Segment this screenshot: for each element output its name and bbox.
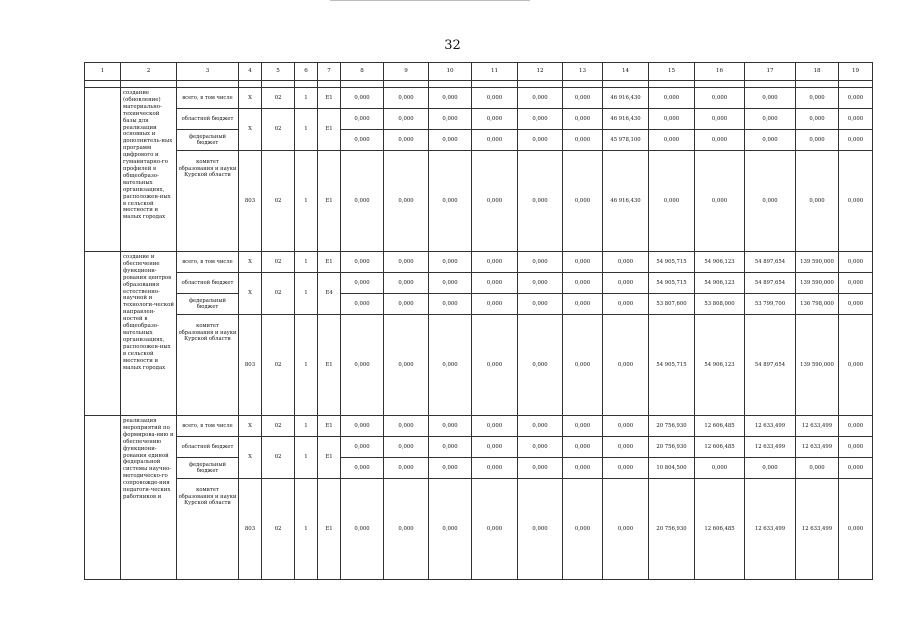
amount-cell: 0,000 [603, 294, 649, 315]
spacer-cell [295, 81, 318, 88]
amount-cell: 0,000 [839, 273, 873, 294]
column-header: 14 [603, 63, 649, 81]
spacer-cell [262, 81, 295, 88]
column-header: 18 [796, 63, 839, 81]
amount-cell: 0,000 [839, 151, 873, 252]
code-c5: 02 [262, 479, 295, 580]
amount-cell: 0,000 [472, 273, 518, 294]
amount-cell: 0,000 [695, 130, 745, 151]
row-label: областной бюджет [177, 109, 239, 130]
amount-cell: 0,000 [695, 458, 745, 479]
amount-cell: 0,000 [839, 437, 873, 458]
code-c5: 02 [262, 416, 295, 437]
amount-cell: 0,000 [429, 88, 472, 109]
amount-cell: 0,000 [563, 252, 603, 273]
amount-cell: 0,000 [603, 458, 649, 479]
row-label: федеральный бюджет [177, 130, 239, 151]
amount-cell: 0,000 [341, 109, 384, 130]
amount-cell: 46 916,430 [603, 109, 649, 130]
amount-cell: 12 633,499 [745, 479, 796, 580]
amount-cell: 46 916,430 [603, 151, 649, 252]
amount-cell: 20 756,930 [649, 416, 695, 437]
amount-cell: 0,000 [518, 273, 563, 294]
spacer-cell [429, 81, 472, 88]
spacer-cell [649, 81, 695, 88]
amount-cell: 0,000 [472, 416, 518, 437]
code-c4: Х [239, 252, 262, 273]
row-label: областной бюджет [177, 273, 239, 294]
row-label: областной бюджет [177, 437, 239, 458]
amount-cell: 0,000 [839, 88, 873, 109]
code-c5: 02 [262, 109, 295, 151]
amount-cell: 0,000 [472, 109, 518, 130]
amount-cell: 0,000 [563, 437, 603, 458]
code-c5: 02 [262, 315, 295, 416]
amount-cell: 0,000 [384, 88, 429, 109]
amount-cell: 0,000 [839, 252, 873, 273]
amount-cell: 0,000 [429, 130, 472, 151]
column-header: 15 [649, 63, 695, 81]
code-c7: Е1 [318, 479, 341, 580]
amount-cell: 0,000 [518, 315, 563, 416]
amount-cell: 0,000 [563, 273, 603, 294]
amount-cell: 0,000 [649, 109, 695, 130]
amount-cell: 0,000 [839, 458, 873, 479]
code-c4: Х [239, 437, 262, 479]
amount-cell: 0,000 [695, 151, 745, 252]
amount-cell: 0,000 [796, 151, 839, 252]
amount-cell: 0,000 [518, 130, 563, 151]
amount-cell: 0,000 [472, 252, 518, 273]
amount-cell: 0,000 [384, 437, 429, 458]
amount-cell: 54 905,715 [649, 273, 695, 294]
amount-cell: 139 590,000 [796, 273, 839, 294]
code-c6: 1 [295, 416, 318, 437]
amount-cell: 0,000 [839, 416, 873, 437]
amount-cell: 0,000 [429, 437, 472, 458]
amount-cell: 0,000 [472, 315, 518, 416]
amount-cell: 0,000 [341, 458, 384, 479]
table-row [85, 315, 873, 416]
code-c5: 02 [262, 437, 295, 479]
amount-cell: 139 590,000 [796, 315, 839, 416]
column-header: 3 [177, 63, 239, 81]
spacer-cell [839, 81, 873, 88]
amount-cell: 0,000 [518, 252, 563, 273]
amount-cell: 0,000 [518, 109, 563, 130]
amount-cell: 0,000 [563, 109, 603, 130]
amount-cell: 0,000 [518, 458, 563, 479]
amount-cell: 0,000 [745, 130, 796, 151]
amount-cell: 0,000 [341, 416, 384, 437]
amount-cell: 0,000 [563, 315, 603, 416]
amount-cell: 45 978,100 [603, 130, 649, 151]
amount-cell: 0,000 [472, 151, 518, 252]
spacer-cell [177, 81, 239, 88]
table-row [85, 252, 873, 273]
amount-cell: 0,000 [341, 88, 384, 109]
code-c6: 1 [295, 88, 318, 109]
spacer-cell [341, 81, 384, 88]
spacer-cell [121, 81, 177, 88]
amount-cell: 0,000 [796, 109, 839, 130]
code-c4: 803 [239, 151, 262, 252]
amount-cell: 20 756,930 [649, 479, 695, 580]
amount-cell: 53 807,600 [649, 294, 695, 315]
amount-cell: 0,000 [563, 151, 603, 252]
amount-cell: 0,000 [429, 479, 472, 580]
amount-cell: 0,000 [563, 130, 603, 151]
column-header: 1 [85, 63, 121, 81]
column-header: 12 [518, 63, 563, 81]
amount-cell: 0,000 [603, 252, 649, 273]
row-label: всего, в том числе [177, 252, 239, 273]
amount-cell: 0,000 [518, 88, 563, 109]
amount-cell: 54 897,654 [745, 252, 796, 273]
table-row [85, 458, 873, 479]
code-c5: 02 [262, 273, 295, 315]
amount-cell: 0,000 [518, 416, 563, 437]
row-label: федеральный бюджет [177, 294, 239, 315]
page-number: 32 [444, 38, 461, 53]
amount-cell: 0,000 [518, 151, 563, 252]
amount-cell: 0,000 [472, 458, 518, 479]
table-row [85, 437, 873, 458]
amount-cell: 0,000 [649, 88, 695, 109]
column-header: 4 [239, 63, 262, 81]
amount-cell: 54 905,715 [649, 315, 695, 416]
amount-cell: 0,000 [429, 252, 472, 273]
amount-cell: 54 897,654 [745, 273, 796, 294]
code-c6: 1 [295, 479, 318, 580]
amount-cell: 0,000 [839, 109, 873, 130]
spacer-cell [745, 81, 796, 88]
column-header: 7 [318, 63, 341, 81]
amount-cell: 53 799,700 [745, 294, 796, 315]
code-c6: 1 [295, 151, 318, 252]
column-header: 17 [745, 63, 796, 81]
amount-cell: 0,000 [839, 315, 873, 416]
amount-cell: 0,000 [341, 294, 384, 315]
spacer-cell [239, 81, 262, 88]
column-header: 9 [384, 63, 429, 81]
code-c6: 1 [295, 273, 318, 315]
amount-cell: 10 804,500 [649, 458, 695, 479]
amount-cell: 54 897,654 [745, 315, 796, 416]
amount-cell: 0,000 [839, 130, 873, 151]
amount-cell: 0,000 [429, 294, 472, 315]
amount-cell: 12 633,499 [745, 437, 796, 458]
code-c4: Х [239, 416, 262, 437]
amount-cell: 139 590,000 [796, 252, 839, 273]
row-label: всего, в том числе [177, 88, 239, 109]
spacer-cell [695, 81, 745, 88]
code-c6: 1 [295, 252, 318, 273]
amount-cell: 53 808,000 [695, 294, 745, 315]
amount-cell: 0,000 [796, 88, 839, 109]
amount-cell: 0,000 [839, 479, 873, 580]
column-header: 10 [429, 63, 472, 81]
amount-cell: 0,000 [429, 416, 472, 437]
row-label: комитет образования и науки Курской области [177, 479, 239, 580]
amount-cell: 0,000 [384, 416, 429, 437]
amount-cell: 0,000 [563, 458, 603, 479]
column-header: 6 [295, 63, 318, 81]
code-c7: Е1 [318, 437, 341, 479]
code-c5: 02 [262, 151, 295, 252]
table-row [85, 479, 873, 580]
amount-cell: 0,000 [472, 130, 518, 151]
amount-cell: 0,000 [745, 151, 796, 252]
amount-cell: 12 606,485 [695, 479, 745, 580]
table-row [85, 109, 873, 130]
amount-cell: 0,000 [429, 458, 472, 479]
amount-cell: 54 905,715 [649, 252, 695, 273]
amount-cell: 0,000 [384, 130, 429, 151]
amount-cell: 0,000 [384, 294, 429, 315]
event-name: реализация мероприятий по формирова-нию и обеспечению функциони-рования единой федеральной системы научно-методическо-го сопровожде-ния педагоги-ческих работников и [121, 416, 177, 580]
amount-cell: 0,000 [603, 479, 649, 580]
spacer-cell [563, 81, 603, 88]
budget-table [84, 62, 873, 580]
blank-cell [85, 88, 121, 252]
amount-cell: 0,000 [603, 416, 649, 437]
spacer-cell [518, 81, 563, 88]
column-header: 11 [472, 63, 518, 81]
spacer-cell [472, 81, 518, 88]
amount-cell: 0,000 [384, 458, 429, 479]
amount-cell: 12 633,499 [745, 416, 796, 437]
spacer-row [85, 81, 873, 88]
amount-cell: 0,000 [563, 88, 603, 109]
amount-cell: 0,000 [796, 458, 839, 479]
row-label: комитет образования и науки Курской области [177, 151, 239, 252]
column-header: 16 [695, 63, 745, 81]
amount-cell: 0,000 [384, 315, 429, 416]
amount-cell: 0,000 [341, 437, 384, 458]
amount-cell: 20 756,930 [649, 437, 695, 458]
code-c6: 1 [295, 437, 318, 479]
amount-cell: 0,000 [563, 294, 603, 315]
amount-cell: 0,000 [695, 109, 745, 130]
column-header: 2 [121, 63, 177, 81]
spacer-cell [318, 81, 341, 88]
code-c7: Е1 [318, 151, 341, 252]
amount-cell: 0,000 [429, 109, 472, 130]
table-row [85, 151, 873, 252]
row-label: федеральный бюджет [177, 458, 239, 479]
amount-cell: 0,000 [745, 88, 796, 109]
amount-cell: 0,000 [472, 479, 518, 580]
amount-cell: 0,000 [472, 437, 518, 458]
code-c4: Х [239, 88, 262, 109]
code-c4: 803 [239, 315, 262, 416]
amount-cell: 0,000 [839, 294, 873, 315]
amount-cell: 0,000 [649, 151, 695, 252]
code-c4: 803 [239, 479, 262, 580]
row-label: комитет образования и науки Курской области [177, 315, 239, 416]
table-row [85, 294, 873, 315]
code-c7: Е1 [318, 315, 341, 416]
amount-cell: 0,000 [384, 151, 429, 252]
amount-cell: 0,000 [603, 273, 649, 294]
amount-cell: 12 633,499 [796, 479, 839, 580]
amount-cell: 0,000 [341, 252, 384, 273]
amount-cell: 0,000 [563, 416, 603, 437]
amount-cell: 12 633,499 [796, 437, 839, 458]
code-c7: Е1 [318, 109, 341, 151]
code-c7: Е1 [318, 416, 341, 437]
amount-cell: 12 633,499 [796, 416, 839, 437]
amount-cell: 0,000 [384, 252, 429, 273]
amount-cell: 0,000 [341, 130, 384, 151]
amount-cell: 46 916,430 [603, 88, 649, 109]
blank-cell [85, 252, 121, 416]
code-c6: 1 [295, 109, 318, 151]
amount-cell: 0,000 [341, 479, 384, 580]
column-header: 5 [262, 63, 295, 81]
event-name: создание (обновление) материально-технической базы для реализации основных и дополнитель-ных программ цифрового и гуманитарно-го профилей в общеобразо-вательных организациях, расположен-ных в сельской местности и малых городах [121, 88, 177, 252]
spacer-cell [384, 81, 429, 88]
amount-cell: 0,000 [603, 315, 649, 416]
code-c4: Х [239, 273, 262, 315]
amount-cell: 0,000 [429, 151, 472, 252]
table-row [85, 88, 873, 109]
amount-cell: 0,000 [384, 273, 429, 294]
blank-cell [85, 416, 121, 580]
amount-cell: 0,000 [745, 458, 796, 479]
amount-cell: 0,000 [563, 479, 603, 580]
amount-cell: 0,000 [341, 151, 384, 252]
table-row [85, 273, 873, 294]
event-name: создание и обеспечение функциони-рования центров образования естественно-научной и технологи-ческой направлен-ностей в общеобразо-вательных организациях, расположен-ных в сельской местности и малых городах [121, 252, 177, 416]
code-c7: Е1 [318, 88, 341, 109]
amount-cell: 12 606,485 [695, 437, 745, 458]
spacer-cell [796, 81, 839, 88]
amount-cell: 0,000 [745, 109, 796, 130]
spacer-cell [85, 81, 121, 88]
amount-cell: 0,000 [796, 130, 839, 151]
amount-cell: 0,000 [649, 130, 695, 151]
code-c7: Е1 [318, 252, 341, 273]
amount-cell: 136 798,000 [796, 294, 839, 315]
amount-cell: 0,000 [384, 479, 429, 580]
amount-cell: 0,000 [472, 294, 518, 315]
amount-cell: 0,000 [341, 315, 384, 416]
amount-cell: 0,000 [429, 273, 472, 294]
table-row [85, 416, 873, 437]
scan-edge-mark [330, 0, 530, 1]
amount-cell: 0,000 [603, 437, 649, 458]
spacer-cell [603, 81, 649, 88]
code-c4: Х [239, 109, 262, 151]
amount-cell: 0,000 [518, 294, 563, 315]
column-header: 19 [839, 63, 873, 81]
row-label: всего, в том числе [177, 416, 239, 437]
amount-cell: 0,000 [429, 315, 472, 416]
code-c6: 1 [295, 315, 318, 416]
code-c7: Е4 [318, 273, 341, 315]
header-row [85, 63, 873, 81]
code-c5: 02 [262, 252, 295, 273]
amount-cell: 54 906,123 [695, 273, 745, 294]
column-header: 8 [341, 63, 384, 81]
amount-cell: 0,000 [518, 437, 563, 458]
amount-cell: 12 606,485 [695, 416, 745, 437]
amount-cell: 0,000 [518, 479, 563, 580]
amount-cell: 0,000 [472, 88, 518, 109]
amount-cell: 54 906,123 [695, 252, 745, 273]
amount-cell: 0,000 [695, 88, 745, 109]
amount-cell: 0,000 [341, 273, 384, 294]
table-row [85, 130, 873, 151]
amount-cell: 54 906,123 [695, 315, 745, 416]
code-c5: 02 [262, 88, 295, 109]
column-header: 13 [563, 63, 603, 81]
amount-cell: 0,000 [384, 109, 429, 130]
